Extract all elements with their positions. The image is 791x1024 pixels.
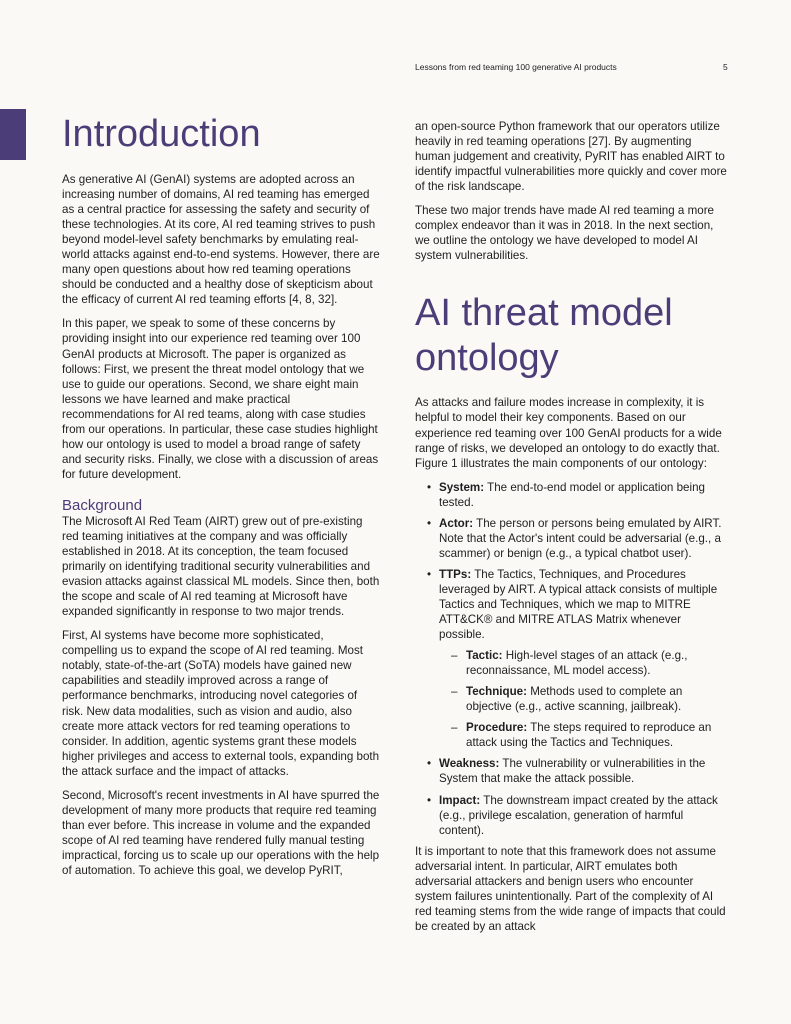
ttp-sublist (439, 648, 727, 750)
component-desc: The downstream impact created by the attack (e.g., privilege escalation, generation of harmful content). (439, 793, 718, 837)
list-item (415, 567, 727, 751)
ontology-component-list (415, 480, 727, 838)
component-term: Impact: (439, 793, 481, 807)
list-item (415, 480, 727, 510)
intro-paragraph-1: As generative AI (GenAI) systems are adopted across an increasing number of domains, AI red teaming has emerged as a central practice for assessing the safety and security of these technologies. At its core, AI red teaming strives to push beyond model-level safety benchmarks by emulating real-world attacks against end-to-end systems. However, there are many open questions about how red teaming operations should be conducted and a healthy dose of skepticism about the efficacy of current AI red teaming efforts [4, 8, 32]. (62, 173, 380, 307)
subitem-term: Procedure: (466, 721, 528, 735)
threat-model-heading: AI threat model ontology (415, 292, 673, 380)
list-item (415, 516, 727, 561)
background-heading: Background (62, 496, 143, 514)
background-paragraph-1: The Microsoft AI Red Team (AIRT) grew out of pre-existing red teaming initiatives at the company and was officially established in 2018. At its conception, the team focused primarily on identifying traditional security vulnerabilities and evasion attacks against classical ML models. Since then, both the scope and scale of AI red teaming at Microsoft have expanded significantly in response to two major trends. (62, 514, 380, 619)
component-desc: The Tactics, Techniques, and Procedures leveraged by AIRT. A typical attack consists of multiple Tactics and Techniques, which we map to MITRE ATT&CK® and MITRE ATLAS Matrix whenever possible. (439, 567, 718, 642)
right-column (415, 119, 727, 943)
running-header: Lessons from red teaming 100 generative AI products (415, 62, 617, 72)
list-item (439, 720, 727, 750)
list-item (415, 756, 727, 786)
component-term: Weakness: (439, 757, 500, 771)
subitem-term: Technique: (466, 685, 527, 699)
introduction-heading: Introduction (62, 113, 261, 155)
continuation-paragraph-2: These two major trends have made AI red teaming a more complex endeavor than it was in 2018. In the next section, we outline the ontology we have developed to model AI system vulnerabilities. (415, 204, 715, 263)
component-term: Actor: (439, 516, 474, 530)
component-term: System: (439, 480, 485, 494)
threat-model-intro: As attacks and failure modes increase in complexity, it is helpful to model their key components. Based on our experience red teaming over 100 GenAI products for a wide range of risks, we developed an ontology to do exactly that. Figure 1 illustrates the main components of our ontology: (415, 396, 722, 470)
left-column (62, 110, 380, 887)
continuation-paragraph-1: an open-source Python framework that our operators utilize heavily in red teaming operations [27]. By augmenting human judgement and creativity, PyRIT has enabled AIRT to identify impactful vulnerabilities more quickly and cover more of the risk landscape. (415, 120, 727, 194)
closing-paragraph: It is important to note that this framework does not assume adversarial intent. In particular, AIRT emulates both adversarial attackers and benign users who encounter system failures unintentionally. Part of the complexity of AI red teaming stems from the wide range of impacts that could be created by an attack (415, 844, 726, 933)
component-desc: The end-to-end model or application being tested. (439, 480, 705, 509)
subitem-desc: Methods used to complete an objective (e.g., active scanning, jailbreak). (466, 685, 683, 714)
component-desc: The person or persons being emulated by AIRT. Note that the Actor's intent could be adversarial (e.g., a scammer) or benign (e.g., a typical chatbot user). (439, 516, 722, 560)
background-paragraph-2: First, AI systems have become more sophisticated, compelling us to expand the scope of AI red teaming. Most notably, state-of-the-art (SoTA) models have gained new capabilities and steadily improved across a range of performance benchmarks, introducing novel categories of risk. New data modalities, such as vision and audio, also create more attack vectors for red teaming operations to consider. In addition, agentic systems grant these models higher privileges and access to external tools, expanding both the attack surface and the impact of attacks. (62, 629, 380, 778)
subitem-desc: High-level stages of an attack (e.g., reconnaissance, ML model access). (466, 649, 688, 678)
component-desc: The vulnerability or vulnerabilities in the System that make the attack possible. (439, 757, 706, 786)
list-item (439, 684, 727, 714)
page-number: 5 (723, 62, 728, 72)
background-paragraph-3: Second, Microsoft's recent investments in AI have spurred the development of many more products that require red teaming than ever before. This increase in volume and the expanded scope of AI red teaming have rendered fully manual testing impractical, forcing us to scale up our operations with the help of automation. To achieve this goal, we develop PyRIT, (62, 788, 380, 877)
intro-paragraph-2: In this paper, we speak to some of these concerns by providing insight into our experience red teaming over 100 GenAI products at Microsoft. The paper is organized as follows: First, we present the threat model ontology that we use to guide our operations. Second, we share eight main lessons we have learned and make practical recommendations for AI red teams, along with case studies from our operations. In particular, these case studies highlight how our ontology is used to model a broad range of safety and security risks. Finally, we close with a discussion of areas for future development. (62, 317, 379, 481)
list-item (415, 793, 727, 838)
component-term: TTPs: (439, 567, 472, 581)
subitem-term: Tactic: (466, 649, 503, 663)
section-accent-bar (0, 109, 26, 160)
subitem-desc: The steps required to reproduce an attack using the Tactics and Techniques. (466, 721, 712, 750)
list-item (439, 648, 727, 678)
